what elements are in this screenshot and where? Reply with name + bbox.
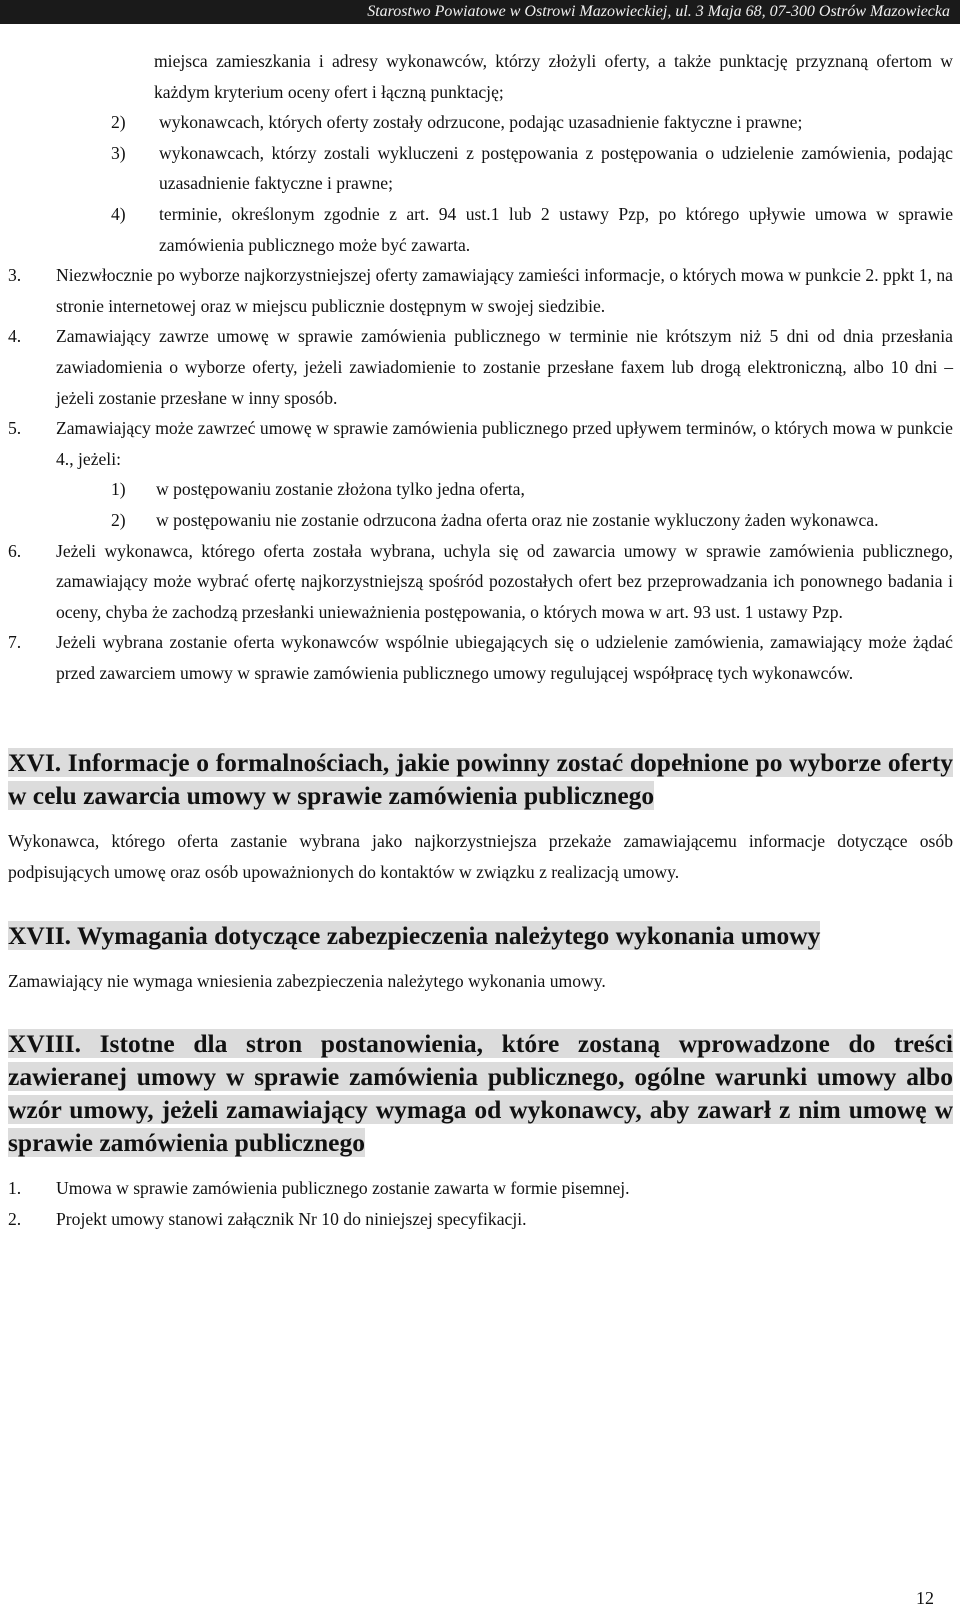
list-item-number: 6. (8, 540, 22, 561)
sub-item-text: w postępowaniu nie zostanie odrzucona żadna oferta oraz nie zostanie wykluczony żaden wykonawca. (156, 509, 879, 530)
section-text-xvii: Zamawiający nie wymaga wniesienia zabezpieczenia należytego wykonania umowy. (8, 970, 606, 991)
section-heading-text: XVIII. Istotne dla stron postanowienia, które zostaną wprowadzone do treści zawieranej umowy w sprawie zamówienia publicznego, ogólne warunki umowy albo wzór umowy, jeżeli zamawiający wymaga od wykonawcy, aby zawarł z nim umowę w sprawie zamówienia publicznego (8, 1029, 953, 1158)
section-heading-text: XVII. Wymagania dotyczące zabezpieczenia należytego wykonania umowy (8, 920, 821, 950)
sub-item-number: 4) (111, 203, 126, 224)
section-heading-xviii (8, 1027, 953, 1159)
sub-item-number: 2) (111, 112, 126, 133)
list-item-number: 7. (8, 632, 22, 653)
list-item-text: Niezwłocznie po wyborze najkorzystniejszej oferty zamawiający zamieści informacje, o których mowa w punkcie 2. ppkt 1, na stronie internetowej oraz w miejscu publicznie dostępnym w swojej siedzibie. (56, 265, 953, 316)
list-item-6 (8, 536, 953, 628)
sub-item-4 (8, 199, 953, 260)
list-item-number: 5. (8, 418, 22, 439)
list-item-text: Jeżeli wykonawca, którego oferta została wybrana, uchyla się od zawarcia umowy w sprawie zamówienia publicznego, zamawiający może wybrać ofertę najkorzystniejszą spośród pozostałych ofert bez przeprowadzania ich ponownego badania i oceny, chyba że zachodzą przesłanki unieważnienia postępowania, o których mowa w art. 93 ust. 1 ustawy Pzp. (56, 540, 953, 622)
list-item-text: Projekt umowy stanowi załącznik Nr 10 do niniejszej specyfikacji. (56, 1208, 527, 1229)
sub-item-3 (8, 138, 953, 199)
continued-sub-item-1: miejsca zamieszkania i adresy wykonawców, którzy złożyli oferty, a także punktację przyznaną ofertom w każdym kryterium oceny ofert i łączną punktację; (154, 51, 953, 102)
list-item-4 (8, 321, 953, 413)
document-body (8, 46, 953, 1234)
list-item-5 (8, 413, 953, 474)
sub-item-number: 3) (111, 142, 126, 163)
list-item-3 (8, 260, 953, 321)
sub-item-2 (8, 107, 953, 138)
section-heading-xvii (8, 919, 953, 952)
list-item-number: 3. (8, 265, 22, 286)
page-number: 12 (916, 1588, 934, 1608)
item5-sub-2 (8, 505, 953, 536)
sub-item-text: w postępowaniu zostanie złożona tylko jedna oferta, (156, 479, 525, 500)
section-heading-xvi (8, 746, 953, 812)
sub-item-text: wykonawcach, których oferty zostały odrzucone, podając uzasadnienie faktyczne i prawne; (159, 112, 803, 133)
sub-item-number: 1) (111, 479, 126, 500)
list-item-number: 1. (8, 1178, 22, 1199)
list-item-text: Umowa w sprawie zamówienia publicznego zostanie zawarta w formie pisemnej. (56, 1178, 630, 1199)
list-item-text: Zamawiający zawrze umowę w sprawie zamówienia publicznego w terminie nie krótszym niż 5 dni od dnia przesłania zawiadomienia o wyborze oferty, jeżeli zawiadomienie to zostanie przesłane faxem lub drogą elektroniczną, albo 10 dni – jeżeli zostanie przesłane w inny sposób. (56, 326, 953, 408)
item5-sub-1 (8, 474, 953, 505)
page-header: Starostwo Powiatowe w Ostrowi Mazowieckiej, ul. 3 Maja 68, 07-300 Ostrów Mazowiecka (0, 0, 960, 24)
sub-item-text: wykonawcach, którzy zostali wykluczeni z postępowania z postępowania o udzielenie zamówienia, podając uzasadnienie faktyczne i prawne; (159, 142, 953, 194)
sub-item-text: terminie, określonym zgodnie z art. 94 ust.1 lub 2 ustawy Pzp, po którego upływie umowa w sprawie zamówienia publicznego może być zawarta. (159, 203, 953, 255)
section-text-xvi: Wykonawca, którego oferta zastanie wybrana jako najkorzystniejsza przekaże zamawiającemu informacje dotyczące osób podpisujących umowę oraz osób upoważnionych do kontaktów w związku z realizacją umowy. (8, 831, 953, 883)
list-item-number: 4. (8, 326, 22, 347)
list-item-text: Zamawiający może zawrzeć umowę w sprawie zamówienia publicznego przed upływem terminów, o których mowa w punkcie 4., jeżeli: (56, 418, 953, 469)
section18-item-1 (8, 1173, 953, 1204)
list-item-text: Jeżeli wybrana zostanie oferta wykonawców wspólnie ubiegających się o udzielenie zamówienia, zamawiający może żądać przed zawarciem umowy w sprawie zamówienia publicznego umowy regulującej współpracę tych wykonawców. (56, 632, 953, 683)
list-item-number: 2. (8, 1208, 22, 1229)
list-item-7 (8, 627, 953, 688)
section18-item-2 (8, 1204, 953, 1235)
sub-item-number: 2) (111, 509, 126, 530)
section-heading-text: XVI. Informacje o formalnościach, jakie powinny zostać dopełnione po wyborze oferty w celu zawarcia umowy w sprawie zamówienia publicznego (8, 748, 953, 811)
